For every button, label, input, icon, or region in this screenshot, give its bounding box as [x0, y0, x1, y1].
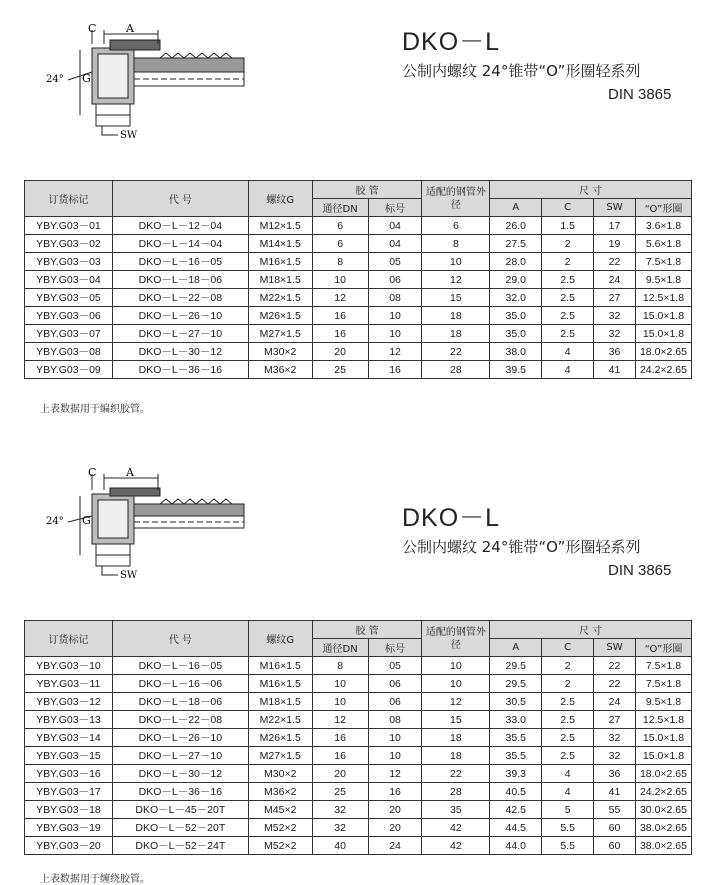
cell-dim-a: 26.0 — [490, 217, 542, 235]
cell-code: DKO－L－16－05 — [112, 657, 248, 675]
cell-dim-c: 4 — [542, 783, 594, 801]
cell-dim-a: 42.5 — [490, 801, 542, 819]
cell-oring-size: 12.5×1.8 — [635, 289, 691, 307]
cell-dim-a: 44.0 — [490, 837, 542, 855]
cell-oring-size: 15.0×1.8 — [635, 729, 691, 747]
cell-pipe-od: 22 — [422, 765, 490, 783]
table-row — [25, 289, 692, 307]
header-dims: 尺 寸 — [490, 621, 692, 639]
cell-dim-sw: 36 — [594, 343, 636, 361]
header-sw: SW — [594, 199, 636, 217]
header-hose: 胶 管 — [312, 621, 422, 639]
cell-dim-a: 32.0 — [490, 289, 542, 307]
cell-dim-a: 39.3 — [490, 765, 542, 783]
cell-thread: M26×1.5 — [248, 729, 312, 747]
cell-code: DKO－L－26－10 — [112, 729, 248, 747]
cell-mark: 10 — [368, 325, 422, 343]
cell-oring-size: 12.5×1.8 — [635, 711, 691, 729]
cell-dim-c: 2.5 — [542, 271, 594, 289]
cell-order-no: YBY.G03－20 — [25, 837, 113, 855]
cell-dim-sw: 24 — [594, 271, 636, 289]
cell-dim-a: 33.0 — [490, 711, 542, 729]
cell-pipe-od: 15 — [422, 711, 490, 729]
cell-pipe-od: 12 — [422, 693, 490, 711]
cell-dim-sw: 36 — [594, 765, 636, 783]
cell-dim-a: 35.5 — [490, 747, 542, 765]
header-mark: 标号 — [368, 639, 422, 657]
cell-dn: 40 — [312, 837, 368, 855]
cell-mark: 16 — [368, 361, 422, 379]
cell-oring-size: 24.2×2.65 — [635, 783, 691, 801]
product-title: DKO－L — [402, 28, 501, 56]
cell-mark: 08 — [368, 711, 422, 729]
cell-mark: 04 — [368, 217, 422, 235]
header-thread: 螺纹G — [248, 621, 312, 657]
header-oring: “O”形圈 — [635, 639, 691, 657]
cell-code: DKO－L－26－10 — [112, 307, 248, 325]
cell-dn: 16 — [312, 747, 368, 765]
cell-pipe-od: 6 — [422, 217, 490, 235]
cell-pipe-od: 28 — [422, 783, 490, 801]
cell-pipe-od: 15 — [422, 289, 490, 307]
table-row — [25, 271, 692, 289]
cell-thread: M14×1.5 — [248, 235, 312, 253]
cell-order-no: YBY.G03－19 — [25, 819, 113, 837]
cell-order-no: YBY.G03－13 — [25, 711, 113, 729]
cell-dim-sw: 41 — [594, 783, 636, 801]
cell-code: DKO－L－52－24T — [112, 837, 248, 855]
table-row — [25, 729, 692, 747]
cell-oring-size: 15.0×1.8 — [635, 747, 691, 765]
product-title: DKO－L — [402, 504, 501, 532]
cell-dim-c: 1.5 — [542, 217, 594, 235]
cell-code: DKO－L－36－16 — [112, 783, 248, 801]
cell-dn: 25 — [312, 783, 368, 801]
header-code: 代 号 — [112, 621, 248, 657]
table-row — [25, 235, 692, 253]
cell-code: DKO－L－52－20T — [112, 819, 248, 837]
cell-mark: 06 — [368, 693, 422, 711]
table-row — [25, 253, 692, 271]
cell-dim-a: 38.0 — [490, 343, 542, 361]
cell-dim-sw: 55 — [594, 801, 636, 819]
cell-dim-a: 29.5 — [490, 675, 542, 693]
cell-dn: 8 — [312, 657, 368, 675]
cell-dim-c: 5.5 — [542, 819, 594, 837]
cell-code: DKO－L－30－12 — [112, 765, 248, 783]
cell-order-no: YBY.G03－02 — [25, 235, 113, 253]
cell-code: DKO－L－22－08 — [112, 289, 248, 307]
table-row — [25, 819, 692, 837]
cell-dn: 8 — [312, 253, 368, 271]
cell-dn: 16 — [312, 729, 368, 747]
cell-mark: 20 — [368, 819, 422, 837]
cell-oring-size: 3.6×1.8 — [635, 217, 691, 235]
cell-code: DKO－L－22－08 — [112, 711, 248, 729]
cell-mark: 16 — [368, 783, 422, 801]
cell-dim-a: 30.5 — [490, 693, 542, 711]
cell-dim-sw: 24 — [594, 693, 636, 711]
cell-thread: M18×1.5 — [248, 693, 312, 711]
cell-dim-sw: 32 — [594, 307, 636, 325]
cell-dn: 32 — [312, 819, 368, 837]
cell-thread: M27×1.5 — [248, 325, 312, 343]
table-body — [25, 217, 692, 379]
cell-oring-size: 24.2×2.65 — [635, 361, 691, 379]
cell-dn: 10 — [312, 675, 368, 693]
cell-oring-size: 15.0×1.8 — [635, 307, 691, 325]
cell-mark: 06 — [368, 271, 422, 289]
cell-dn: 32 — [312, 801, 368, 819]
cell-code: DKO－L－12－04 — [112, 217, 248, 235]
cell-dn: 12 — [312, 711, 368, 729]
fitting-diagram — [40, 460, 280, 585]
cell-dim-sw: 27 — [594, 289, 636, 307]
cell-thread: M18×1.5 — [248, 271, 312, 289]
cell-dim-a: 44.5 — [490, 819, 542, 837]
cell-mark: 10 — [368, 747, 422, 765]
cell-pipe-od: 18 — [422, 307, 490, 325]
cell-thread: M36×2 — [248, 361, 312, 379]
label-c: C — [88, 22, 97, 35]
cell-thread: M12×1.5 — [248, 217, 312, 235]
cell-pipe-od: 28 — [422, 361, 490, 379]
cell-code: DKO－L－16－06 — [112, 675, 248, 693]
cell-code: DKO－L－36－16 — [112, 361, 248, 379]
header-dn: 通径DN — [312, 639, 368, 657]
cell-order-no: YBY.G03－11 — [25, 675, 113, 693]
cell-dim-sw: 22 — [594, 253, 636, 271]
cell-mark: 05 — [368, 657, 422, 675]
cell-thread: M27×1.5 — [248, 747, 312, 765]
header-dims: 尺 寸 — [490, 181, 692, 199]
table-row — [25, 343, 692, 361]
product-subtitle: 公制内螺纹 24°锥带“O”形圈轻系列 — [402, 62, 641, 80]
cell-dn: 25 — [312, 361, 368, 379]
cell-order-no: YBY.G03－04 — [25, 271, 113, 289]
cell-dim-c: 2 — [542, 657, 594, 675]
cell-dim-c: 4 — [542, 765, 594, 783]
cell-code: DKO－L－16－05 — [112, 253, 248, 271]
header-order-no: 订货标记 — [25, 181, 113, 217]
cell-dim-c: 5.5 — [542, 837, 594, 855]
cell-oring-size: 38.0×2.65 — [635, 819, 691, 837]
cell-thread: M52×2 — [248, 837, 312, 855]
label-g: G — [82, 72, 91, 85]
cell-pipe-od: 8 — [422, 235, 490, 253]
cell-thread: M30×2 — [248, 765, 312, 783]
cell-oring-size: 18.0×2.65 — [635, 765, 691, 783]
table-row — [25, 217, 692, 235]
cell-order-no: YBY.G03－09 — [25, 361, 113, 379]
header-pipe: 适配的钢管外径 — [422, 621, 490, 657]
fitting-diagram — [40, 20, 280, 145]
cell-dim-c: 2.5 — [542, 711, 594, 729]
cell-mark: 04 — [368, 235, 422, 253]
cell-order-no: YBY.G03－05 — [25, 289, 113, 307]
spec-table — [24, 180, 692, 379]
cell-order-no: YBY.G03－08 — [25, 343, 113, 361]
cell-code: DKO－L－14－04 — [112, 235, 248, 253]
label-sw: SW — [120, 130, 138, 141]
table-body — [25, 657, 692, 855]
cell-mark: 10 — [368, 307, 422, 325]
label-angle: 24° — [46, 516, 64, 527]
cell-dn: 16 — [312, 325, 368, 343]
cell-dim-c: 2.5 — [542, 747, 594, 765]
table-row — [25, 325, 692, 343]
cell-order-no: YBY.G03－12 — [25, 693, 113, 711]
cell-code: DKO－L－27－10 — [112, 325, 248, 343]
standard-label: DIN 3865 — [608, 86, 672, 103]
cell-thread: M16×1.5 — [248, 675, 312, 693]
cell-thread: M45×2 — [248, 801, 312, 819]
cell-pipe-od: 18 — [422, 729, 490, 747]
cell-oring-size: 15.0×1.8 — [635, 325, 691, 343]
section-2 — [0, 440, 708, 883]
label-angle: 24° — [46, 74, 64, 85]
cell-dim-a: 35.0 — [490, 325, 542, 343]
cell-pipe-od: 10 — [422, 675, 490, 693]
section-1 — [0, 0, 708, 420]
cell-order-no: YBY.G03－10 — [25, 657, 113, 675]
cell-dim-a: 29.5 — [490, 657, 542, 675]
cell-oring-size: 5.6×1.8 — [635, 235, 691, 253]
cell-dn: 16 — [312, 307, 368, 325]
header-dn: 通径DN — [312, 199, 368, 217]
cell-dim-sw: 19 — [594, 235, 636, 253]
header-mark: 标号 — [368, 199, 422, 217]
cell-dim-a: 35.5 — [490, 729, 542, 747]
table-row — [25, 657, 692, 675]
cell-oring-size: 7.5×1.8 — [635, 675, 691, 693]
header-c: C — [542, 639, 594, 657]
cell-dim-a: 27.5 — [490, 235, 542, 253]
cell-pipe-od: 12 — [422, 271, 490, 289]
cell-dim-sw: 60 — [594, 837, 636, 855]
cell-dim-sw: 22 — [594, 657, 636, 675]
cell-mark: 12 — [368, 343, 422, 361]
cell-order-no: YBY.G03－01 — [25, 217, 113, 235]
cell-thread: M22×1.5 — [248, 289, 312, 307]
cell-thread: M16×1.5 — [248, 657, 312, 675]
table-note: 上表数据用于编织胶管。 — [40, 404, 150, 415]
cell-dim-sw: 41 — [594, 361, 636, 379]
cell-oring-size: 7.5×1.8 — [635, 657, 691, 675]
cell-dn: 6 — [312, 217, 368, 235]
cell-mark: 20 — [368, 801, 422, 819]
cell-code: DKO－L－30－12 — [112, 343, 248, 361]
cell-pipe-od: 10 — [422, 253, 490, 271]
cell-pipe-od: 22 — [422, 343, 490, 361]
cell-dim-sw: 60 — [594, 819, 636, 837]
label-a: A — [126, 22, 134, 35]
label-c: C — [88, 466, 97, 479]
cell-dim-c: 2.5 — [542, 729, 594, 747]
cell-thread: M36×2 — [248, 783, 312, 801]
cell-mark: 24 — [368, 837, 422, 855]
cell-oring-size: 9.5×1.8 — [635, 693, 691, 711]
cell-dn: 12 — [312, 289, 368, 307]
cell-dn: 20 — [312, 343, 368, 361]
cell-mark: 08 — [368, 289, 422, 307]
cell-dim-sw: 32 — [594, 747, 636, 765]
cell-mark: 05 — [368, 253, 422, 271]
cell-order-no: YBY.G03－14 — [25, 729, 113, 747]
cell-dim-sw: 22 — [594, 675, 636, 693]
cell-dim-c: 2 — [542, 253, 594, 271]
cell-dim-c: 2.5 — [542, 289, 594, 307]
label-a: A — [126, 466, 134, 479]
table-row — [25, 783, 692, 801]
header-thread: 螺纹G — [248, 181, 312, 217]
cell-oring-size: 9.5×1.8 — [635, 271, 691, 289]
cell-oring-size: 30.0×2.65 — [635, 801, 691, 819]
cell-dn: 6 — [312, 235, 368, 253]
cell-code: DKO－L－27－10 — [112, 747, 248, 765]
table-row — [25, 765, 692, 783]
cell-dn: 10 — [312, 693, 368, 711]
cell-pipe-od: 42 — [422, 819, 490, 837]
cell-order-no: YBY.G03－16 — [25, 765, 113, 783]
cell-order-no: YBY.G03－03 — [25, 253, 113, 271]
cell-dim-a: 35.0 — [490, 307, 542, 325]
cell-dim-c: 4 — [542, 361, 594, 379]
cell-mark: 06 — [368, 675, 422, 693]
cell-order-no: YBY.G03－07 — [25, 325, 113, 343]
product-subtitle: 公制内螺纹 24°锥带“O”形圈轻系列 — [402, 538, 641, 556]
cell-pipe-od: 10 — [422, 657, 490, 675]
cell-oring-size: 38.0×2.65 — [635, 837, 691, 855]
header-a: A — [490, 199, 542, 217]
cell-dim-a: 39.5 — [490, 361, 542, 379]
cell-thread: M30×2 — [248, 343, 312, 361]
cell-dn: 10 — [312, 271, 368, 289]
cell-dim-sw: 32 — [594, 729, 636, 747]
cell-dim-sw: 32 — [594, 325, 636, 343]
cell-pipe-od: 35 — [422, 801, 490, 819]
table-row — [25, 837, 692, 855]
cell-pipe-od: 18 — [422, 747, 490, 765]
cell-dim-a: 29.0 — [490, 271, 542, 289]
cell-dim-c: 2 — [542, 675, 594, 693]
table-row — [25, 675, 692, 693]
cell-dim-c: 2 — [542, 235, 594, 253]
cell-dim-c: 2.5 — [542, 325, 594, 343]
cell-thread: M52×2 — [248, 819, 312, 837]
standard-label: DIN 3865 — [608, 562, 672, 579]
cell-pipe-od: 18 — [422, 325, 490, 343]
header-order-no: 订货标记 — [25, 621, 113, 657]
cell-oring-size: 18.0×2.65 — [635, 343, 691, 361]
header-a: A — [490, 639, 542, 657]
table-row — [25, 747, 692, 765]
table-row — [25, 693, 692, 711]
cell-dim-c: 2.5 — [542, 307, 594, 325]
cell-dim-sw: 17 — [594, 217, 636, 235]
cell-code: DKO－L－18－06 — [112, 693, 248, 711]
cell-order-no: YBY.G03－17 — [25, 783, 113, 801]
cell-dim-a: 28.0 — [490, 253, 542, 271]
cell-thread: M26×1.5 — [248, 307, 312, 325]
table-note: 上表数据用于缠绕胶管。 — [40, 874, 150, 885]
label-g: G — [82, 514, 91, 527]
cell-code: DKO－L－45－20T — [112, 801, 248, 819]
cell-order-no: YBY.G03－06 — [25, 307, 113, 325]
header-pipe: 适配的钢管外径 — [422, 181, 490, 217]
cell-dim-c: 5 — [542, 801, 594, 819]
header-oring: “O”形圈 — [635, 199, 691, 217]
header-sw: SW — [594, 639, 636, 657]
table-row — [25, 361, 692, 379]
table-row — [25, 307, 692, 325]
cell-code: DKO－L－18－06 — [112, 271, 248, 289]
cell-order-no: YBY.G03－15 — [25, 747, 113, 765]
cell-oring-size: 7.5×1.8 — [635, 253, 691, 271]
header-c: C — [542, 199, 594, 217]
cell-pipe-od: 42 — [422, 837, 490, 855]
cell-mark: 12 — [368, 765, 422, 783]
cell-order-no: YBY.G03－18 — [25, 801, 113, 819]
cell-dim-c: 2.5 — [542, 693, 594, 711]
header-code: 代 号 — [112, 181, 248, 217]
cell-dim-c: 4 — [542, 343, 594, 361]
cell-dim-a: 40.5 — [490, 783, 542, 801]
spec-table — [24, 620, 692, 855]
table-row — [25, 711, 692, 729]
cell-dim-sw: 27 — [594, 711, 636, 729]
header-hose: 胶 管 — [312, 181, 422, 199]
cell-thread: M22×1.5 — [248, 711, 312, 729]
label-sw: SW — [120, 570, 138, 581]
cell-dn: 20 — [312, 765, 368, 783]
table-row — [25, 801, 692, 819]
cell-thread: M16×1.5 — [248, 253, 312, 271]
cell-mark: 10 — [368, 729, 422, 747]
